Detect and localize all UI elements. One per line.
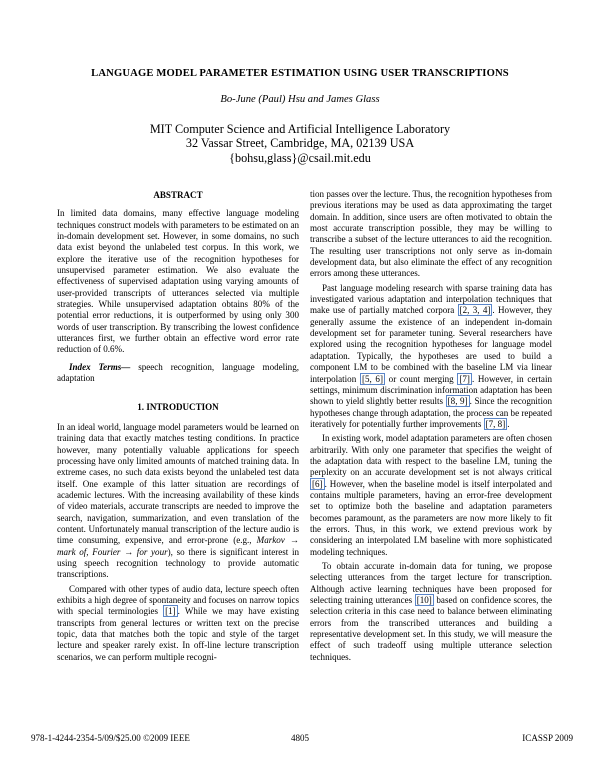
right-column — [310, 189, 552, 663]
text-run: . However, when the baseline model is itself interpolated and contains multiple parameters, having an error-free development set to optimize both the baseline and adaptation parameters becomes paramount, as the parameters are now more likely to fit the errors. Thus, in this work, we extend previous work by considering an interpolated LM baseline with more sophisticated modeling techniques. — [310, 478, 552, 557]
paragraph — [57, 422, 299, 581]
intro-heading: 1. INTRODUCTION — [137, 401, 219, 412]
citation-link[interactable]: [7] — [459, 373, 470, 384]
page-number: 4805 — [290, 733, 310, 743]
paragraph: tion passes over the lecture. Thus, the recognition hypotheses from previous iterations may be used as data approximating the target domain. In addition, since users are often motivated to obtain the most accurate transcription possible, they may be willing to transcribe a subset of the lecture utterances to aid the recognition. The resulting user transcriptions not only serve as in-domain development data, but also eliminate the effect of any recognition errors among these utterances. — [310, 189, 552, 279]
affiliation-line: 32 Vassar Street, Cambridge, MA, 02139 USA — [185, 136, 415, 151]
text-run: . — [507, 418, 510, 429]
affiliation-email: {bohsu,glass}@csail.mit.edu — [229, 150, 371, 165]
footer-isbn: 978-1-4244-2354-5/09/$25.00 ©2009 IEEE — [31, 733, 190, 743]
index-terms — [57, 362, 299, 385]
text-run: Compared with other types of audio data, lecture speech often exhibits a high degree of spontaneity and focuses on narrow topics with special terminologies — [57, 583, 299, 617]
text-run: . Since the recognition hypotheses change through adaptation, the process can be repeated iteratively for potentially further improvements — [310, 396, 552, 429]
paragraph — [310, 283, 552, 430]
text-run: ), so there is significant interest in using speech recognition technology to provide automatic transcriptions. — [57, 546, 300, 580]
authors: Bo-June (Paul) Hsu and James Glass — [220, 94, 380, 105]
paragraph — [310, 433, 552, 558]
citation-link[interactable]: [6] — [312, 478, 323, 489]
citation-link[interactable]: [5, 6] — [361, 373, 383, 384]
left-column — [57, 190, 299, 663]
citation-link[interactable]: [8, 9] — [447, 396, 468, 407]
affiliation-line: MIT Computer Science and Artificial Intelligence Laboratory — [149, 122, 451, 136]
text-run: . While we may have existing transcripts from general lectures or written text on the precise topic, data that matches both the topic and style of the target lecture and speaker rarely exist. In off-line lecture transcription scenarios, we can perform multiple recogni- — [57, 606, 299, 662]
index-terms-text: speech recognition, language modeling, adaptation — [57, 361, 299, 384]
paragraph — [57, 584, 299, 663]
affiliation — [0, 122, 600, 165]
text-run: Past language modeling research with sparse training data has investigated various adaptation and interpolation techniques that make use of partially matched corpora — [310, 282, 552, 316]
text-run: In an ideal world, language model parameters would be learned on training data that exactly matches testing conditions. In practice however, many potentially valuable applications for speech processing have only limited amounts of matched training data. In extreme cases, no such data exists beyond the unlabeled test data itself. One example of this latter situation are recordings of academic lectures. With the increasing availability of these kinds of video materials, accurate transcripts are needed to improve the search, navigation, summarization, and even translation of the content. Unfortunately manual transcription of the lecture audio is time consuming, expensive, and error-prone (e.g., — [57, 421, 299, 546]
text-run: . However, they generally assume the existence of an independent in-domain development set for parameter tuning. Several researchers have explored using the recognition hypotheses for language model adaptation. Typically, the hypotheses are used to build a component LM to be combined with the baseline LM via linear interpolation — [310, 305, 552, 384]
abstract-heading: ABSTRACT — [153, 190, 203, 200]
citation-link[interactable]: [2, 3, 4] — [459, 305, 491, 316]
text-run-italic: Markov → mark of, Fourier → for your — [57, 535, 299, 557]
text-run: or count merging — [384, 373, 458, 384]
citation-link[interactable]: [1] — [165, 606, 176, 617]
text-run: based on confidence scores, the selection criteria in this case need to balance between eliminating errors from the transcribed utterances and building a representative development set. In this study, we will measure the effect of such tradeoff using multiple utterance selection techniques. — [310, 595, 553, 662]
text-run: In existing work, model adaptation parameters are often chosen arbitrarily. With only one parameter that specifies the weight of the adaptation data with respect to the baseline LM, tuning the perplexity on an accurate development set is not always critical — [310, 433, 552, 478]
citation-link[interactable]: [10] — [416, 595, 432, 606]
text-run: . However, in certain settings, minimum discrimination information adaptation has been shown to yield slightly better results — [310, 373, 552, 407]
text-run: To obtain accurate in-domain data for tuning, we propose selecting utterances from the target lecture for transcription. Although active learning techniques have been proposed for selecting training utterances — [310, 561, 552, 606]
footer-venue: ICASSP 2009 — [522, 733, 573, 743]
paragraph — [310, 561, 552, 663]
abstract-text: In limited data domains, many effective language modeling techniques construct models with parameters to be estimated on an in-domain development set. However, in some domains, no such data exist beyond the unlabeled test corpus. In this work, we explore the iterative use of the recognition hypotheses for unsupervised parameter estimation. We also evaluate the effectiveness of supervised adaptation using varying amounts of user-provided transcripts of utterances selected via multiple strategies. While unsupervised adaptation obtains 80% of the potential error reductions, it is outperformed by using only 300 words of user transcription. By transcribing the lowest confidence utterances first, we further obtain an effective word error rate reduction of 0.6%. — [57, 208, 299, 355]
index-terms-label: Index Terms— — [69, 361, 131, 372]
paper-title: LANGUAGE MODEL PARAMETER ESTIMATION USING USER TRANSCRIPTIONS — [91, 68, 509, 79]
citation-link[interactable]: [7, 8] — [485, 418, 506, 429]
